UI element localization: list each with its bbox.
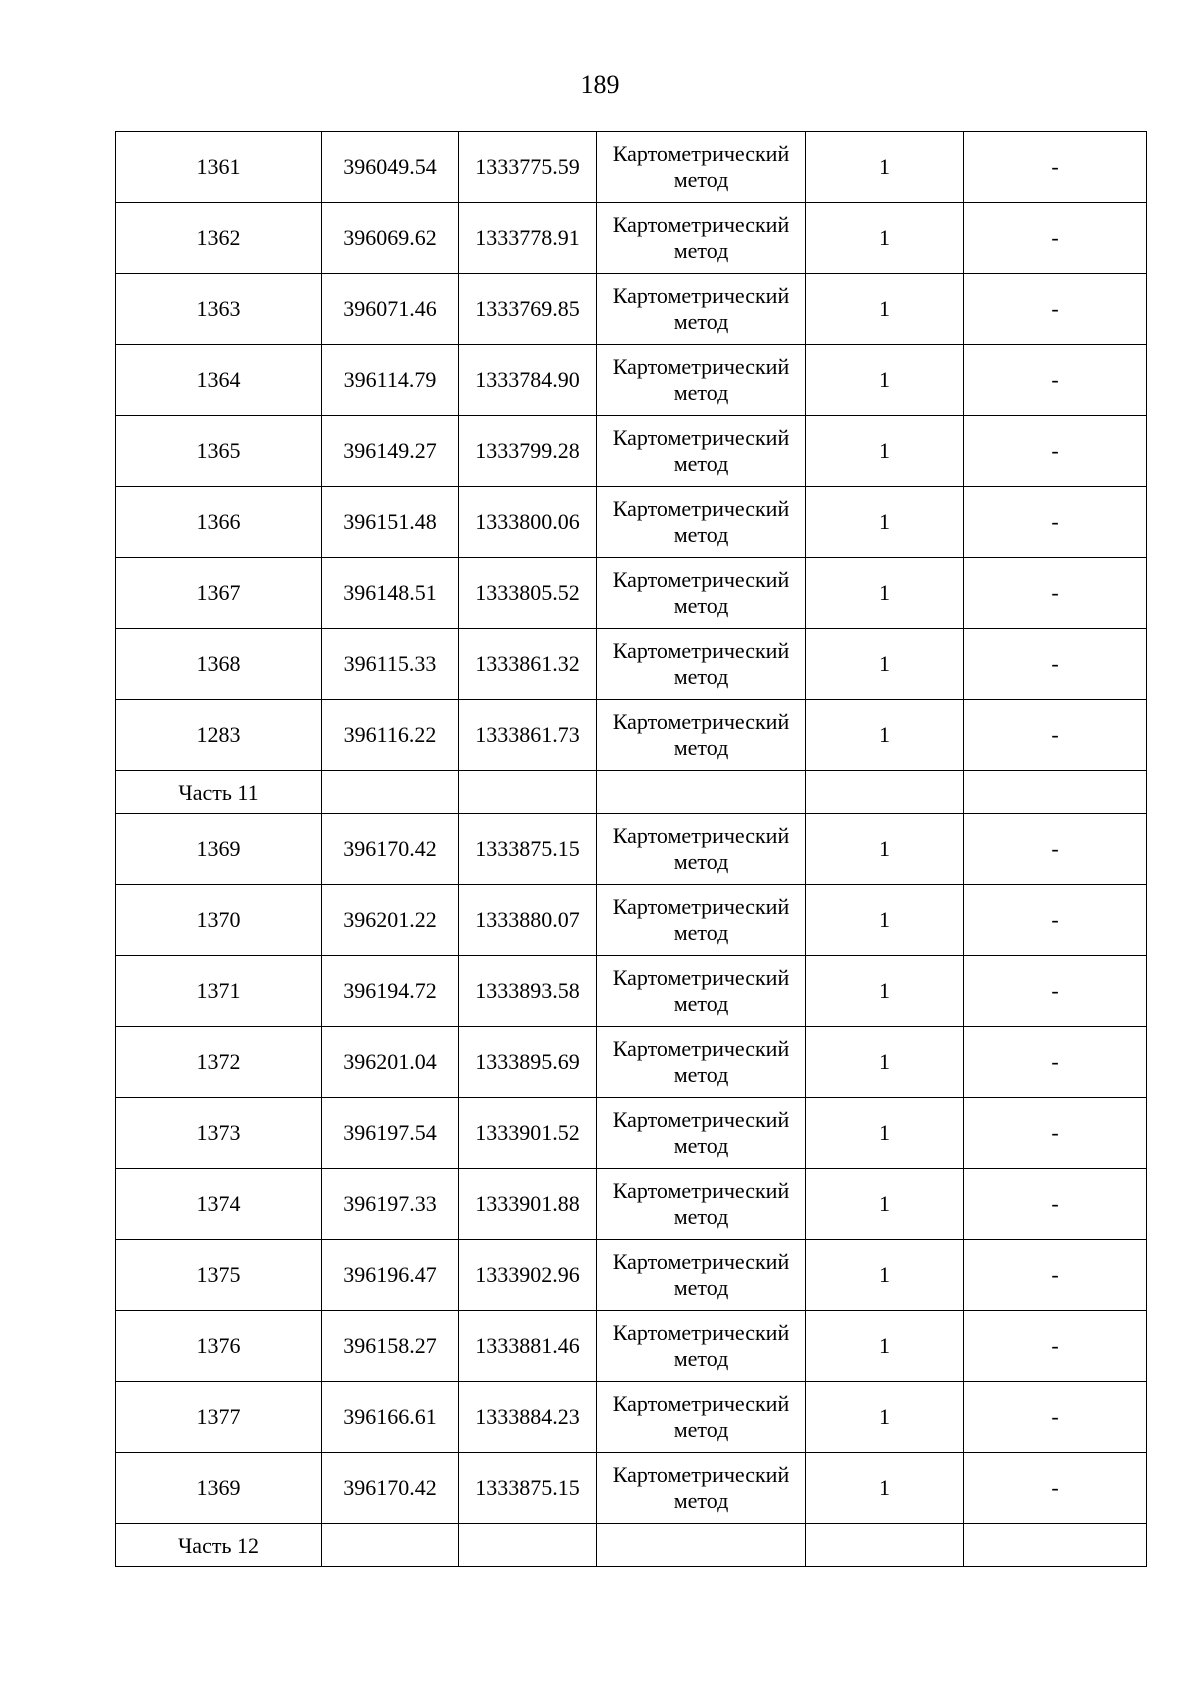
x-coordinate-cell: 396116.22 (322, 700, 459, 771)
method-cell (597, 814, 806, 885)
method-text-line: метод (673, 522, 729, 547)
y-coordinate-cell: 1333895.69 (459, 1027, 597, 1098)
note-cell: - (964, 1311, 1147, 1382)
method-text-line: Картометрический (612, 638, 790, 663)
x-coordinate-cell: 396071.46 (322, 274, 459, 345)
method-text-line: Картометрический (612, 1036, 790, 1061)
accuracy-cell: 1 (806, 203, 964, 274)
y-coordinate-cell: 1333881.46 (459, 1311, 597, 1382)
accuracy-cell: 1 (806, 885, 964, 956)
note-cell: - (964, 956, 1147, 1027)
point-id-cell: 1369 (116, 814, 322, 885)
y-coordinate-cell: 1333875.15 (459, 1453, 597, 1524)
method-text-line: метод (673, 1275, 729, 1300)
method-text-line: метод (673, 664, 729, 689)
method-text-line: Картометрический (612, 894, 790, 919)
point-id-cell: 1283 (116, 700, 322, 771)
x-coordinate-cell: 396149.27 (322, 416, 459, 487)
method-cell (597, 1098, 806, 1169)
method-text-line: метод (673, 1488, 729, 1513)
method-text-line: метод (673, 309, 729, 334)
note-cell: - (964, 1240, 1147, 1311)
point-id-cell: 1367 (116, 558, 322, 629)
method-text-line: Картометрический (612, 1462, 790, 1487)
table-row (116, 1240, 1147, 1311)
method-text-line: метод (673, 238, 729, 263)
accuracy-cell: 1 (806, 345, 964, 416)
method-text-line: Картометрический (612, 212, 790, 237)
note-cell: - (964, 132, 1147, 203)
x-coordinate-cell: 396115.33 (322, 629, 459, 700)
method-text-line: Картометрический (612, 1178, 790, 1203)
method-cell (597, 629, 806, 700)
empty-cell (806, 771, 964, 814)
point-id-cell: 1369 (116, 1453, 322, 1524)
table-row (116, 558, 1147, 629)
method-cell (597, 203, 806, 274)
table-row (116, 487, 1147, 558)
table-row (116, 814, 1147, 885)
x-coordinate-cell: 396201.22 (322, 885, 459, 956)
method-text-line: метод (673, 1133, 729, 1158)
table-row (116, 700, 1147, 771)
empty-cell (459, 771, 597, 814)
point-id-cell: 1373 (116, 1098, 322, 1169)
accuracy-cell: 1 (806, 1240, 964, 1311)
x-coordinate-cell: 396158.27 (322, 1311, 459, 1382)
table-row (116, 1169, 1147, 1240)
empty-cell (597, 771, 806, 814)
point-id-cell: 1371 (116, 956, 322, 1027)
y-coordinate-cell: 1333861.32 (459, 629, 597, 700)
x-coordinate-cell: 396148.51 (322, 558, 459, 629)
method-text-line: метод (673, 920, 729, 945)
point-id-cell: 1372 (116, 1027, 322, 1098)
x-coordinate-cell: 396151.48 (322, 487, 459, 558)
method-text-line: Картометрический (612, 354, 790, 379)
table-row (116, 1453, 1147, 1524)
accuracy-cell: 1 (806, 956, 964, 1027)
accuracy-cell: 1 (806, 700, 964, 771)
accuracy-cell: 1 (806, 629, 964, 700)
accuracy-cell: 1 (806, 1311, 964, 1382)
accuracy-cell: 1 (806, 1098, 964, 1169)
table-row (116, 629, 1147, 700)
method-text-line: Картометрический (612, 709, 790, 734)
method-text-line: метод (673, 991, 729, 1016)
y-coordinate-cell: 1333901.88 (459, 1169, 597, 1240)
method-cell (597, 1027, 806, 1098)
accuracy-cell: 1 (806, 416, 964, 487)
part-label-cell (116, 771, 322, 814)
method-text-line: метод (673, 849, 729, 874)
empty-cell (806, 1524, 964, 1567)
note-cell: - (964, 416, 1147, 487)
y-coordinate-cell: 1333875.15 (459, 814, 597, 885)
point-id-cell: 1377 (116, 1382, 322, 1453)
x-coordinate-cell: 396069.62 (322, 203, 459, 274)
point-id-cell: 1363 (116, 274, 322, 345)
x-coordinate-cell: 396166.61 (322, 1382, 459, 1453)
table-row (116, 274, 1147, 345)
method-cell (597, 416, 806, 487)
method-text-line: метод (673, 380, 729, 405)
table-row (116, 345, 1147, 416)
note-cell: - (964, 1382, 1147, 1453)
method-cell (597, 956, 806, 1027)
method-cell (597, 885, 806, 956)
note-cell: - (964, 345, 1147, 416)
x-coordinate-cell: 396049.54 (322, 132, 459, 203)
x-coordinate-cell: 396114.79 (322, 345, 459, 416)
method-cell (597, 1453, 806, 1524)
method-text-line: метод (673, 167, 729, 192)
coordinates-table (115, 131, 1147, 1567)
table-row (116, 956, 1147, 1027)
method-text-line: Картометрический (612, 1320, 790, 1345)
y-coordinate-cell: 1333901.52 (459, 1098, 597, 1169)
method-text-line: Картометрический (612, 1391, 790, 1416)
point-id-cell: 1364 (116, 345, 322, 416)
method-cell (597, 1382, 806, 1453)
part-label: Часть 12 (178, 1533, 259, 1558)
y-coordinate-cell: 1333769.85 (459, 274, 597, 345)
method-text-line: метод (673, 1204, 729, 1229)
note-cell: - (964, 1169, 1147, 1240)
table-row (116, 1382, 1147, 1453)
table-row (116, 1027, 1147, 1098)
accuracy-cell: 1 (806, 1027, 964, 1098)
method-text-line: Картометрический (612, 496, 790, 521)
method-text-line: метод (673, 451, 729, 476)
part-label-cell (116, 1524, 322, 1567)
method-text-line: Картометрический (612, 567, 790, 592)
table-row (116, 416, 1147, 487)
y-coordinate-cell: 1333893.58 (459, 956, 597, 1027)
note-cell: - (964, 487, 1147, 558)
method-text-line: Картометрический (612, 965, 790, 990)
table-row (116, 203, 1147, 274)
method-text-line: метод (673, 1346, 729, 1371)
empty-cell (459, 1524, 597, 1567)
empty-cell (964, 771, 1147, 814)
method-text-line: Картометрический (612, 1107, 790, 1132)
accuracy-cell: 1 (806, 1382, 964, 1453)
part-header-row (116, 1524, 1147, 1567)
x-coordinate-cell: 396197.54 (322, 1098, 459, 1169)
y-coordinate-cell: 1333880.07 (459, 885, 597, 956)
note-cell: - (964, 814, 1147, 885)
point-id-cell: 1365 (116, 416, 322, 487)
method-cell (597, 1169, 806, 1240)
method-text-line: метод (673, 735, 729, 760)
y-coordinate-cell: 1333800.06 (459, 487, 597, 558)
x-coordinate-cell: 396196.47 (322, 1240, 459, 1311)
method-cell (597, 1311, 806, 1382)
method-cell (597, 345, 806, 416)
point-id-cell: 1375 (116, 1240, 322, 1311)
accuracy-cell: 1 (806, 487, 964, 558)
y-coordinate-cell: 1333805.52 (459, 558, 597, 629)
note-cell: - (964, 1453, 1147, 1524)
accuracy-cell: 1 (806, 814, 964, 885)
note-cell: - (964, 1098, 1147, 1169)
accuracy-cell: 1 (806, 1453, 964, 1524)
method-cell (597, 274, 806, 345)
y-coordinate-cell: 1333775.59 (459, 132, 597, 203)
x-coordinate-cell: 396194.72 (322, 956, 459, 1027)
y-coordinate-cell: 1333902.96 (459, 1240, 597, 1311)
note-cell: - (964, 203, 1147, 274)
point-id-cell: 1362 (116, 203, 322, 274)
y-coordinate-cell: 1333799.28 (459, 416, 597, 487)
point-id-cell: 1366 (116, 487, 322, 558)
page-number: 189 (580, 70, 620, 99)
method-text-line: Картометрический (612, 823, 790, 848)
y-coordinate-cell: 1333861.73 (459, 700, 597, 771)
x-coordinate-cell: 396170.42 (322, 1453, 459, 1524)
note-cell: - (964, 629, 1147, 700)
method-cell (597, 558, 806, 629)
method-text-line: метод (673, 593, 729, 618)
accuracy-cell: 1 (806, 274, 964, 345)
x-coordinate-cell: 396201.04 (322, 1027, 459, 1098)
empty-cell (322, 771, 459, 814)
method-cell (597, 487, 806, 558)
part-header-row (116, 771, 1147, 814)
note-cell: - (964, 558, 1147, 629)
method-cell (597, 132, 806, 203)
empty-cell (322, 1524, 459, 1567)
note-cell: - (964, 885, 1147, 956)
accuracy-cell: 1 (806, 558, 964, 629)
empty-cell (597, 1524, 806, 1567)
point-id-cell: 1376 (116, 1311, 322, 1382)
note-cell: - (964, 700, 1147, 771)
empty-cell (964, 1524, 1147, 1567)
part-label: Часть 11 (178, 780, 259, 805)
method-cell (597, 700, 806, 771)
point-id-cell: 1368 (116, 629, 322, 700)
method-text-line: метод (673, 1417, 729, 1442)
table-row (116, 132, 1147, 203)
method-text-line: Картометрический (612, 283, 790, 308)
point-id-cell: 1370 (116, 885, 322, 956)
table-row (116, 1098, 1147, 1169)
y-coordinate-cell: 1333884.23 (459, 1382, 597, 1453)
point-id-cell: 1374 (116, 1169, 322, 1240)
table-row (116, 885, 1147, 956)
accuracy-cell: 1 (806, 132, 964, 203)
point-id-cell: 1361 (116, 132, 322, 203)
note-cell: - (964, 274, 1147, 345)
note-cell: - (964, 1027, 1147, 1098)
method-text-line: Картометрический (612, 141, 790, 166)
method-cell (597, 1240, 806, 1311)
x-coordinate-cell: 396170.42 (322, 814, 459, 885)
method-text-line: Картометрический (612, 1249, 790, 1274)
method-text-line: Картометрический (612, 425, 790, 450)
table-body (116, 132, 1147, 1567)
x-coordinate-cell: 396197.33 (322, 1169, 459, 1240)
method-text-line: метод (673, 1062, 729, 1087)
y-coordinate-cell: 1333778.91 (459, 203, 597, 274)
table-row (116, 1311, 1147, 1382)
y-coordinate-cell: 1333784.90 (459, 345, 597, 416)
accuracy-cell: 1 (806, 1169, 964, 1240)
